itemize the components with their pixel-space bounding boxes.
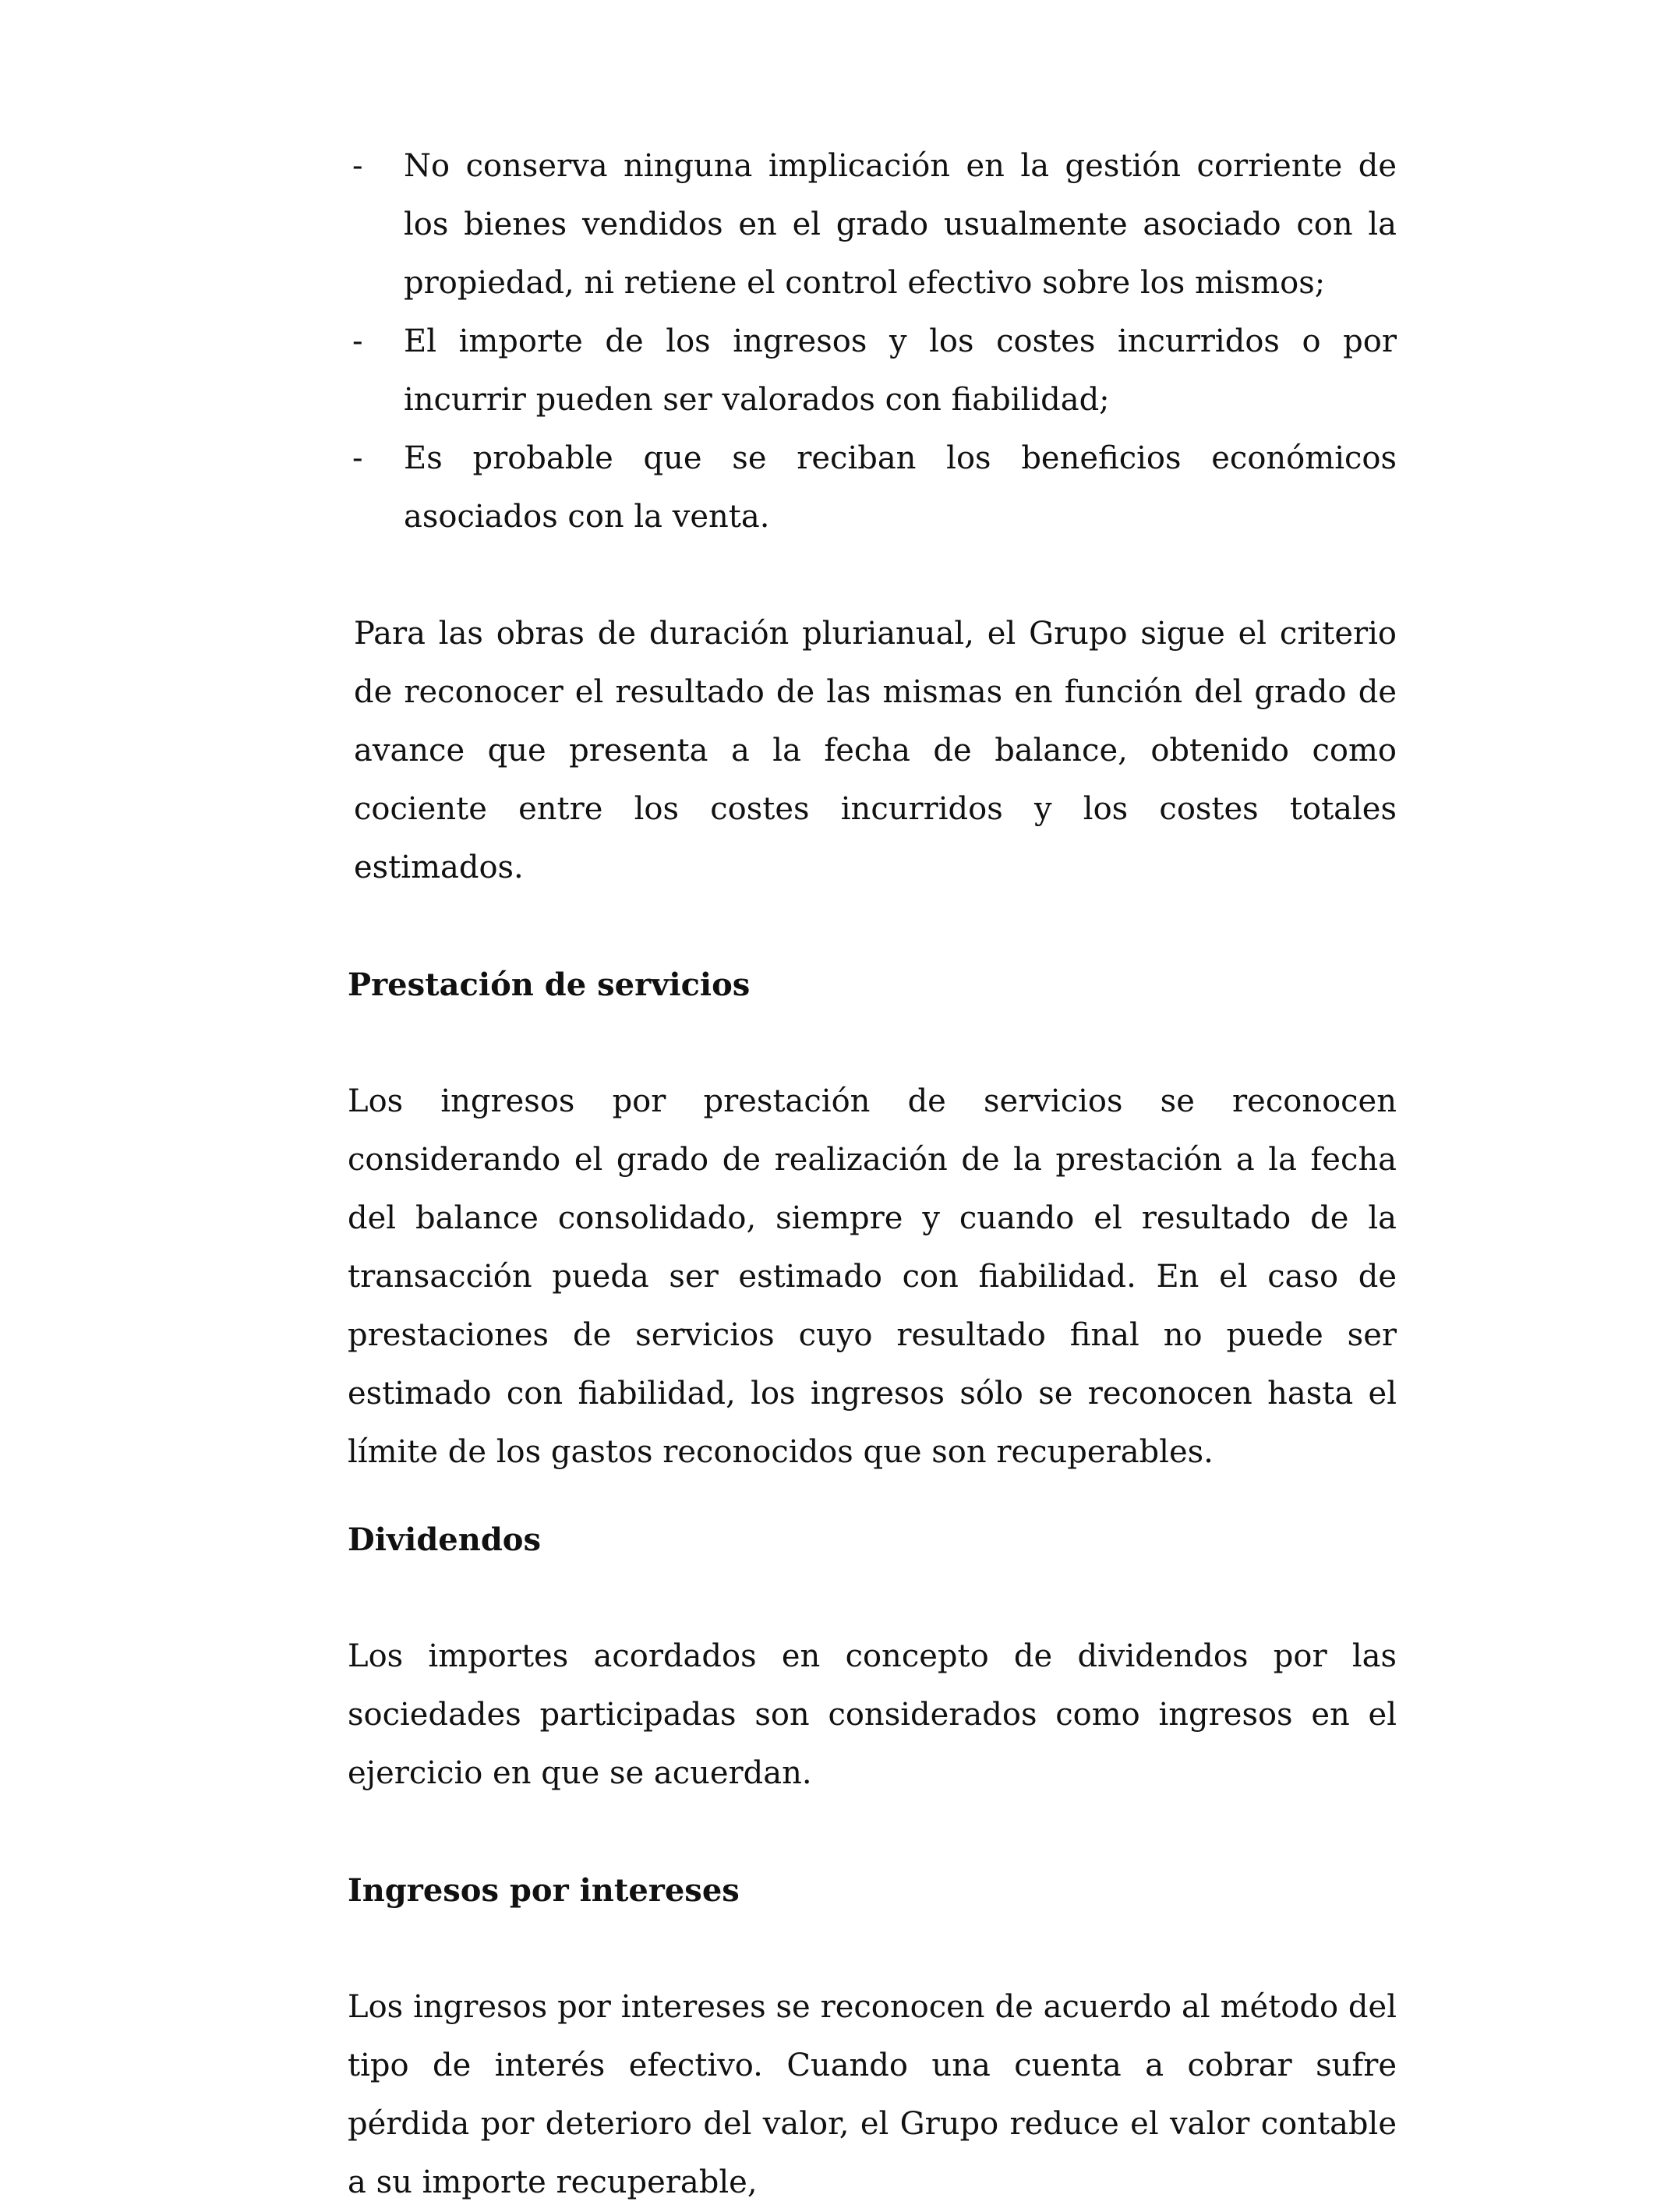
bullet-marker: -	[352, 323, 363, 359]
list-item-text: Es probable que se reciban los beneficios económicos asociados con la venta.	[404, 440, 1397, 535]
section-body-intereses: Los ingresos por intereses se reconocen de acuerdo al método del tipo de interés efectivo. Cuando una cuenta a cobrar sufre pérdida por deterioro del valor, el Grupo reduce el valor contable a su importe recuperable,	[348, 1989, 1397, 2200]
list-item	[348, 429, 1397, 546]
obras-paragraph: Para las obras de duración plurianual, el Grupo sigue el criterio de reconocer el resultado de las mismas en función del grado de avance que presenta a la fecha de balance, obtenido como cociente entre los costes incurridos y los costes totales estimados.	[354, 616, 1397, 885]
bullet-marker: -	[352, 148, 363, 184]
list-item-text: El importe de los ingresos y los costes incurridos o por incurrir pueden ser valorados con fiabilidad;	[404, 323, 1397, 418]
conditions-list	[348, 137, 1397, 546]
section-heading-intereses: Ingresos por intereses	[348, 1872, 740, 1909]
section-body-dividendos: Los importes acordados en concepto de dividendos por las sociedades participadas son considerados como ingresos en el ejercicio en que se acuerdan.	[348, 1638, 1397, 1791]
section-body-prestacion: Los ingresos por prestación de servicios se reconocen considerando el grado de realización de la prestación a la fecha del balance consolidado, siempre y cuando el resultado de la transacción pueda ser estimado con fiabilidad. En el caso de prestaciones de servicios cuyo resultado final no puede ser estimado con fiabilidad, los ingresos sólo se reconocen hasta el límite de los gastos reconocidos que son recuperables.	[348, 1083, 1397, 1470]
section-heading-dividendos: Dividendos	[348, 1521, 541, 1558]
bullet-marker: -	[352, 440, 363, 476]
document-body	[348, 137, 1397, 2212]
list-item	[348, 313, 1397, 429]
list-item-text: No conserva ninguna implicación en la gestión corriente de los bienes vendidos en el grado usualmente asociado con la propiedad, ni retiene el control efectivo sobre los mismos;	[404, 148, 1397, 301]
section-heading-prestacion: Prestación de servicios	[348, 966, 751, 1003]
list-item	[348, 137, 1397, 313]
